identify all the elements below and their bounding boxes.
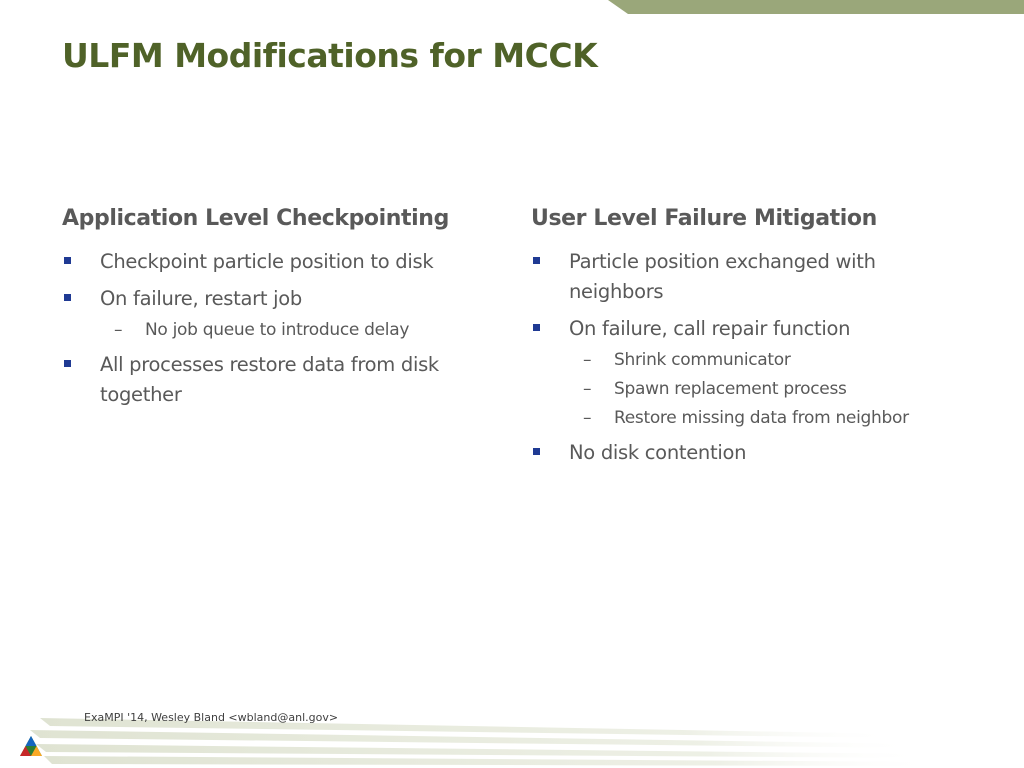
square-bullet-icon	[533, 324, 540, 331]
dash-bullet-icon: –	[114, 320, 123, 340]
right-column	[531, 206, 971, 475]
sub-list-item	[531, 347, 971, 373]
list-item	[531, 247, 971, 307]
header-accent-bar	[628, 0, 1024, 14]
footer-text: ExaMPI '14, Wesley Bland <wbland@anl.gov>	[84, 711, 339, 724]
dash-bullet-icon: –	[583, 350, 592, 370]
dash-bullet-icon: –	[583, 408, 592, 428]
left-bullet-list	[62, 247, 502, 410]
sub-list-item-text: Shrink communicator	[614, 350, 791, 370]
list-item-text: Particle position exchanged with neighbors	[569, 250, 876, 303]
sub-list-item-text: No job queue to introduce delay	[145, 320, 410, 340]
logo-icon	[18, 734, 44, 760]
list-item-text: Checkpoint particle position to disk	[100, 250, 434, 273]
sub-list-item	[531, 405, 971, 431]
sub-list-item-text: Restore missing data from neighbor	[614, 408, 909, 428]
list-item	[531, 314, 971, 344]
left-column	[62, 206, 502, 417]
list-item-text: No disk contention	[569, 441, 747, 464]
list-item-text: All processes restore data from disk together	[100, 353, 439, 406]
list-item-text: On failure, call repair function	[569, 317, 851, 340]
sub-list-item	[62, 317, 502, 343]
right-bullet-list	[531, 247, 971, 468]
dash-bullet-icon: –	[583, 379, 592, 399]
list-item	[531, 438, 971, 468]
left-column-heading: Application Level Checkpointing	[62, 206, 449, 231]
list-item	[62, 350, 502, 410]
square-bullet-icon	[64, 257, 71, 264]
sub-list-item-text: Spawn replacement process	[614, 379, 847, 399]
list-item	[62, 247, 502, 277]
list-item-text: On failure, restart job	[100, 287, 302, 310]
square-bullet-icon	[533, 257, 540, 264]
right-column-heading: User Level Failure Mitigation	[531, 206, 877, 231]
square-bullet-icon	[64, 360, 71, 367]
square-bullet-icon	[533, 448, 540, 455]
slide-title: ULFM Modifications for MCCK	[62, 36, 598, 75]
sub-list-item	[531, 376, 971, 402]
square-bullet-icon	[64, 294, 71, 301]
list-item	[62, 284, 502, 314]
